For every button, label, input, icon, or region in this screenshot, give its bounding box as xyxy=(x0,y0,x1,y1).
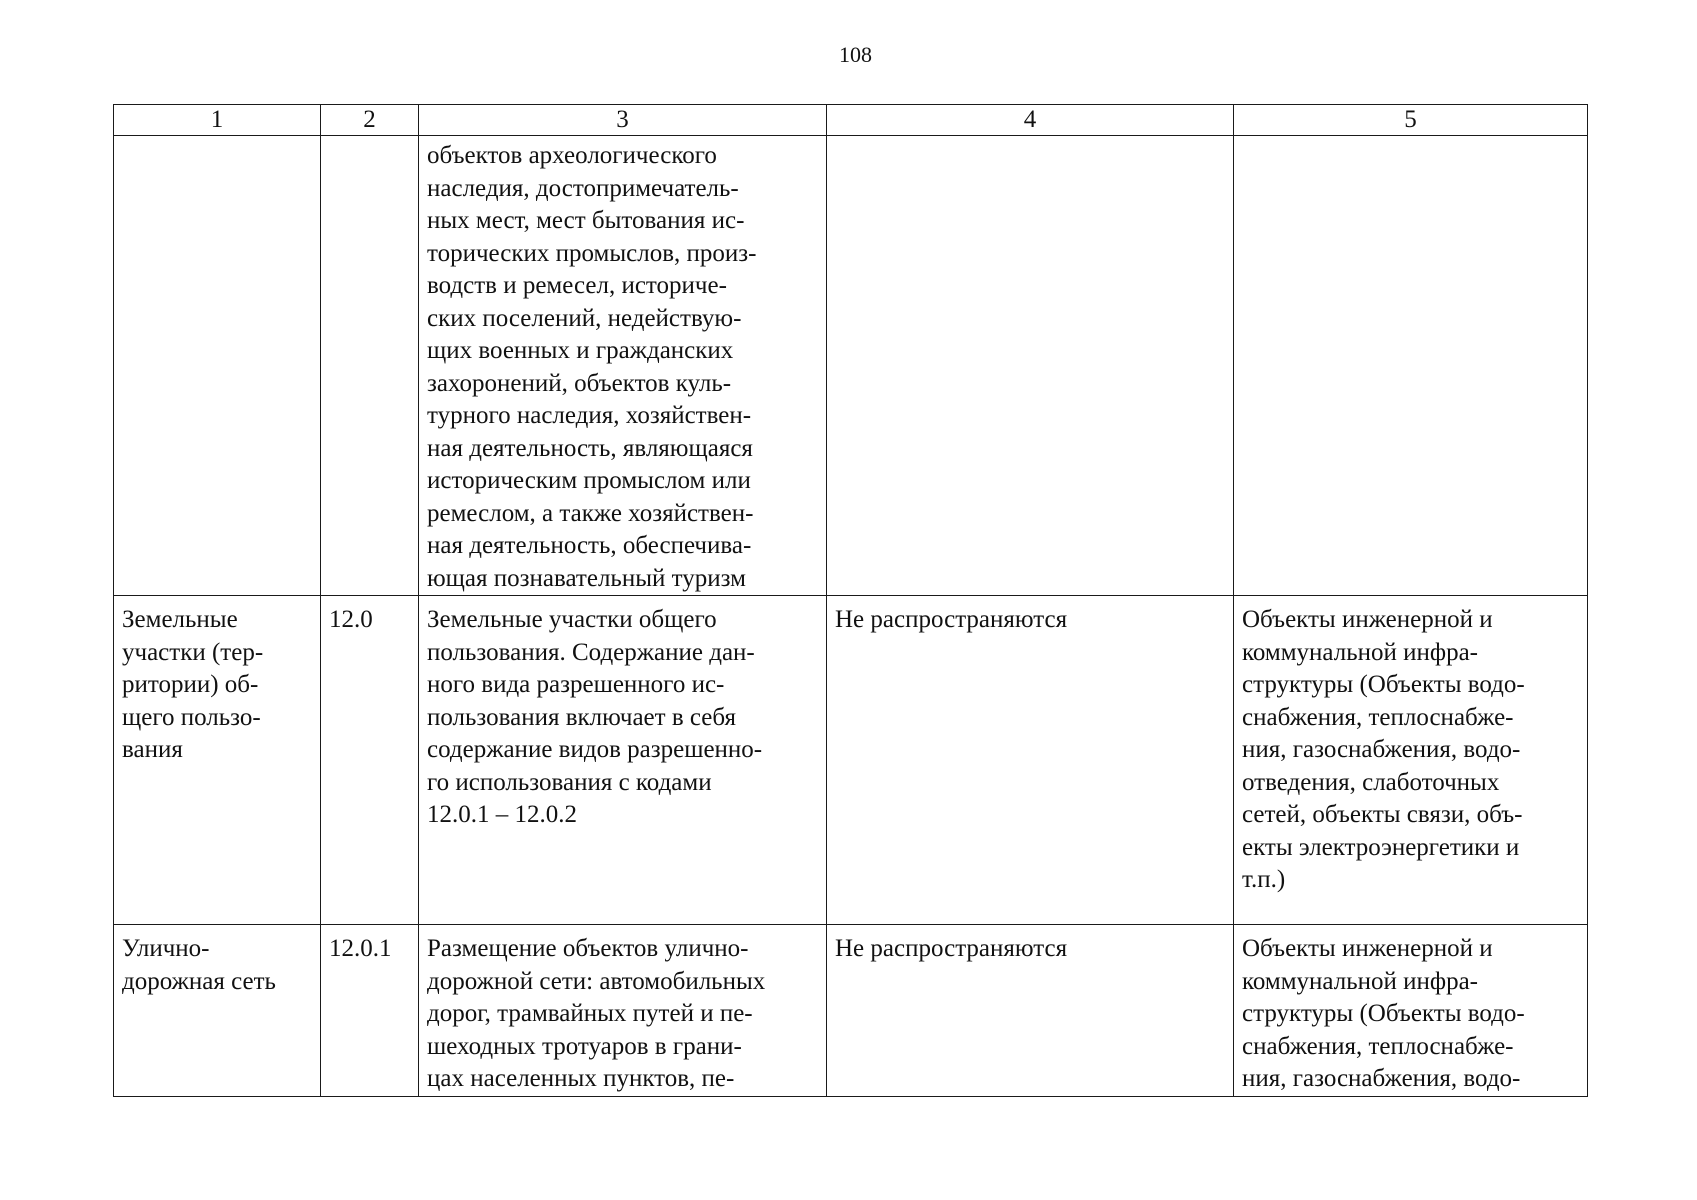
cell-description xyxy=(419,596,827,925)
header-col-4: 4 xyxy=(827,105,1234,136)
cell-restrictions xyxy=(827,596,1234,925)
table-row xyxy=(114,925,1588,1097)
cell-name xyxy=(114,596,321,925)
cell-auxiliary xyxy=(1234,925,1588,1097)
cell-code xyxy=(321,596,419,925)
cell-code xyxy=(321,925,419,1097)
cell-name-text: Земельные участки (тер- ритории) об- щего пользо- вания xyxy=(122,606,264,763)
cell-auxiliary xyxy=(1234,596,1588,925)
cell-auxiliary-text: Объекты инженерной и коммунальной инфра- структуры (Объекты водо- снабжения, теплоснабже- ния, газоснабжения, водо- xyxy=(1242,935,1525,1092)
cell-code-text: 12.0.1 xyxy=(329,935,392,962)
cell-restrictions xyxy=(827,136,1234,596)
cell-auxiliary xyxy=(1234,136,1588,596)
cell-description-text: объектов археологического наследия, достопримечатель- ных мест, мест бытования ис- торических промыслов, произ- водств и ремесел, историче- ских поселений, недействую- щих военных и гражданских захоронений, объектов куль- турного наследия, хозяйствен- ная деятельность, являющаяся историческим промыслом или ремеслом, а также хозяйствен- ная деятельность, обеспечива- ющая познавательный туризм xyxy=(427,142,757,592)
table-body xyxy=(114,136,1588,1097)
table-header xyxy=(114,105,1588,136)
cell-restrictions-text: Не распространяются xyxy=(835,606,1068,633)
header-col-2: 2 xyxy=(321,105,419,136)
cell-code xyxy=(321,136,419,596)
table-row xyxy=(114,136,1588,596)
cell-description xyxy=(419,136,827,596)
cell-name xyxy=(114,925,321,1097)
cell-restrictions xyxy=(827,925,1234,1097)
cell-auxiliary-text: Объекты инженерной и коммунальной инфра- структуры (Объекты водо- снабжения, теплоснабже- ния, газоснабжения, водо- отведения, слаботочных сетей, объекты связи, объ- екты электроэнергетики и т.п.) xyxy=(1242,606,1525,893)
cell-description xyxy=(419,925,827,1097)
header-row xyxy=(114,105,1588,136)
cell-description-text: Размещение объектов улично- дорожной сети: автомобильных дорог, трамвайных путей и пе- шеходных тротуаров в грани- цах населенных пунктов, пе- xyxy=(427,935,766,1092)
cell-name-text: Улично- дорожная сеть xyxy=(122,935,276,995)
land-use-table xyxy=(113,104,1588,1097)
cell-code-text: 12.0 xyxy=(329,606,373,633)
header-col-3: 3 xyxy=(419,105,827,136)
page-number: 108 xyxy=(839,42,872,67)
table-row xyxy=(114,596,1588,925)
cell-name xyxy=(114,136,321,596)
header-col-5: 5 xyxy=(1234,105,1588,136)
header-col-1: 1 xyxy=(114,105,321,136)
cell-description-text: Земельные участки общего пользования. Содержание дан- ного вида разрешенного ис- пользования включает в себя содержание видов разрешенно- го использования с кодами 12.0.1 – 12.0.2 xyxy=(427,606,763,828)
cell-restrictions-text: Не распространяются xyxy=(835,935,1068,962)
